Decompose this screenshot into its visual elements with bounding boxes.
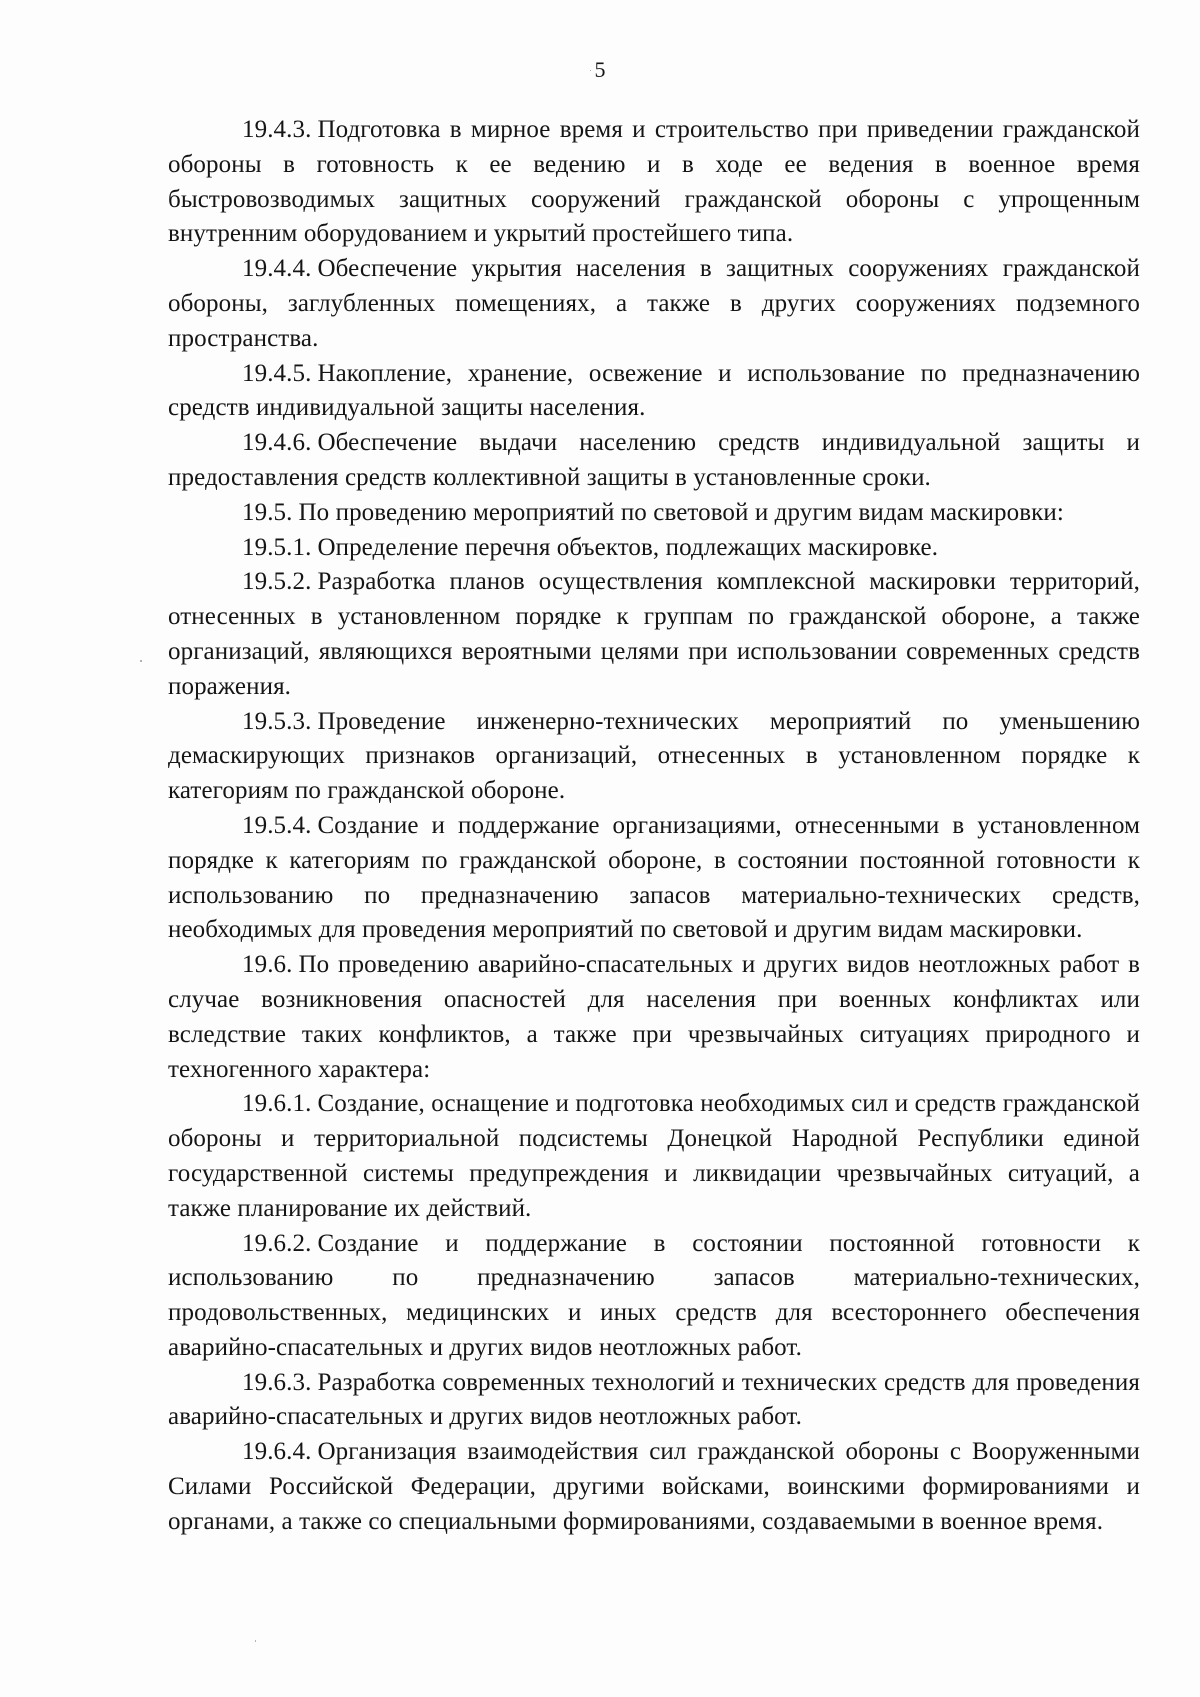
paragraph-19-5 (168, 496, 1140, 531)
clause-text: Подготовка в мирное время и строительство при приведении гражданской обороны в готовность к ее ведению и в ходе ее ведения в военное время быстровозводимых защитных сооружений гражданской обороны с упрощенным внутренним оборудованием и укрытий простейшего типа. (168, 116, 1140, 248)
clause-number: 19.4.4. (242, 255, 312, 283)
clause-text: Создание и поддержание организациями, отнесенными в установленном порядке к категориям по гражданской обороне, в состоянии постоянной готовности к использованию по предназначению запасов материально-технических средств, необходимых для проведения мероприятий по световой и другим видам маскировки. (168, 811, 1140, 944)
clause-text: По проведению мероприятий по световой и другим видам маскировки: (298, 498, 1064, 526)
clause-text: Разработка планов осуществления комплексной маскировки территорий, отнесенных в установленном порядке к группам по гражданской обороне, а также организаций, являющихся вероятными целями при использовании современных средств поражения. (168, 568, 1140, 700)
document-body (168, 113, 1140, 1540)
clause-text: Создание и поддержание в состоянии постоянной готовности к использованию по предназначению запасов материально-технических, продовольственных, медицинских и иных средств для всестороннего обеспечения аварийно-спасательных и других видов неотложных работ. (168, 1229, 1140, 1361)
clause-number: 19.5.3. (242, 707, 312, 735)
clause-number: 19.5. (242, 498, 293, 526)
paragraph-19-4-5 (168, 357, 1140, 427)
clause-number: 19.6. (242, 951, 293, 979)
clause-number: 19.6.4. (242, 1438, 312, 1466)
clause-text: Обеспечение выдачи населению средств индивидуальной защиты и предоставления средств коллективной защиты в установленные сроки. (168, 429, 1140, 491)
clause-number: 19.6.1. (242, 1090, 312, 1118)
clause-text: Создание, оснащение и подготовка необходимых сил и средств гражданской обороны и территориальной подсистемы Донецкой Народной Республики единой государственной системы предупреждения и ликвидации чрезвычайных ситуаций, а также планирование их действий. (168, 1090, 1140, 1222)
page-number: 5 (594, 57, 606, 82)
paragraph-19-6-3 (168, 1366, 1140, 1436)
clause-number: 19.5.4. (242, 811, 312, 839)
scan-speck (255, 1640, 256, 1642)
clause-number: 19.4.6. (242, 429, 312, 457)
scan-speck (590, 70, 591, 71)
clause-text: Проведение инженерно-технических мероприятий по уменьшению демаскирующих признаков организаций, отнесенных в установленном порядке к категориям по гражданской обороне. (168, 707, 1140, 805)
paragraph-19-5-4 (168, 809, 1140, 948)
clause-text: По проведению аварийно-спасательных и других видов неотложных работ в случае возникновения опасностей для населения при военных конфликтах или вследствие таких конфликтов, а также при чрезвычайных ситуациях природного и техногенного характера: (168, 951, 1140, 1083)
paragraph-19-4-3 (168, 113, 1140, 252)
paragraph-19-6-4 (168, 1435, 1140, 1539)
clause-number: 19.6.3. (242, 1368, 312, 1396)
paragraph-19-5-2 (168, 565, 1140, 704)
clause-number: 19.4.3. (242, 116, 312, 143)
paragraph-19-6 (168, 948, 1140, 1087)
clause-number: 19.4.5. (242, 359, 312, 387)
paragraph-19-6-2 (168, 1227, 1140, 1366)
paragraph-19-5-1 (168, 531, 1140, 566)
clause-text: Организация взаимодействия сил гражданской обороны с Вооруженными Силами Российской Федерации, другими войсками, воинскими формированиями и органами, а также со специальными формированиями, создаваемыми в военное время. (168, 1438, 1140, 1535)
clause-number: 19.5.1. (242, 533, 312, 561)
paragraph-19-6-1 (168, 1087, 1140, 1226)
paragraph-19-4-4 (168, 252, 1140, 356)
scan-speck (140, 660, 142, 662)
clause-text: Разработка современных технологий и технических средств для проведения аварийно-спасательных и других видов неотложных работ. (168, 1368, 1140, 1431)
clause-text: Накопление, хранение, освежение и использование по предназначению средств индивидуальной защиты населения. (168, 359, 1140, 422)
paragraph-19-4-6 (168, 426, 1140, 496)
paragraph-19-5-3 (168, 705, 1140, 809)
clause-text: Обеспечение укрытия населения в защитных сооружениях гражданской обороны, заглубленных помещениях, а также в других сооружениях подземного пространства. (168, 255, 1140, 352)
clause-number: 19.5.2. (242, 568, 312, 596)
clause-text: Определение перечня объектов, подлежащих маскировке. (317, 533, 939, 561)
clause-number: 19.6.2. (242, 1229, 312, 1257)
